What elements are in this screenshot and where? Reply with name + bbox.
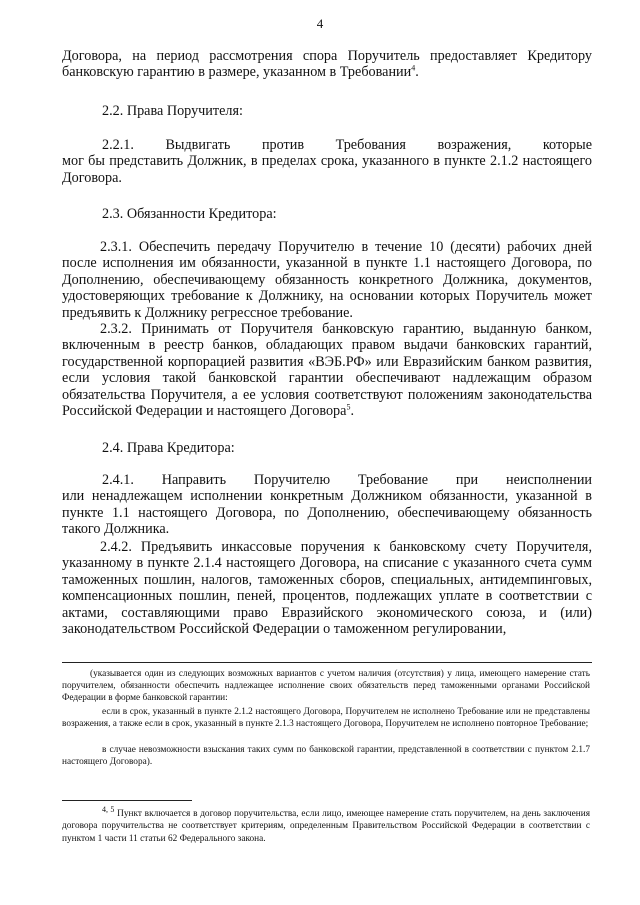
page-number: 4 (316, 16, 324, 31)
footnote-ref-5: 5 (346, 402, 351, 412)
heading-2-4: 2.4. Права Кредитора: (102, 440, 235, 456)
paragraph-intro: Договора, на период рассмотрения спора Поручитель предоставляет Кредитору банковскую гарантию в размере, указанном в Требовании$^4$. (62, 48, 592, 81)
footnote-marker-4-5: 4, 5 (102, 804, 115, 814)
paragraph-2-3-1: 2.3.1. Обеспечить передачу Поручителю в течение 10 (десяти) рабочих дней после исполнения им обязанности, указанной в пункте 1.1 настоящего Договора, по Дополнению, обеспечивающему обязанность конкретного Должника, документов, удостоверяющих требование к Должнику, на основании которых Поручитель может предъявить к Должнику регрессное требование. (62, 239, 592, 321)
footnotes-separator (62, 800, 192, 801)
paragraph-2-4-2: 2.4.2. Предъявить инкассовые поручения к банковскому счету Поручителя, указанному в пункте 2.1.4 настоящего Договора, на списание с указанного счета сумм таможенных пошлин, налогов, таможенных сборов, специальных, антидемпинговых, компенсационных пошлин, пеней, процентов, подлежащих уплате в соответствии с актами, составляющими право Евразийского экономического союза, и (или) законодательством Российской Федерации о таможенном регулировании, (62, 539, 592, 638)
paragraph-2-4-1-line1: 2.4.1. Направить Поручителю Требование при неисполнении (102, 472, 592, 488)
heading-2-2: 2.2. Права Поручителя: (102, 103, 243, 119)
paragraph-2-2-1-line1: 2.2.1. Выдвигать против Требования возражения, которые (102, 137, 592, 153)
footnote-variant-1: если в срок, указанный в пункте 2.1.2 настоящего Договора, Поручителем не исполнено Требование или не представлены возражения, а также если в срок, указанный в пункте 2.1.3 настоящего Договора, Поручителем не исполнено повторное Требование; (62, 707, 590, 729)
footnote-separator (62, 662, 592, 663)
paragraph-2-3-2: 2.3.2. Принимать от Поручителя банковскую гарантию, выданную банком, включенным в реестр банков, обладающих правом выдачи банковских гарантий, государственной корпорацией развития «ВЭБ.РФ» или Евразийским банком развития, если условия такой банковской гарантии обеспечивают надлежащим образом обязательства Поручителя, а ее условия соответствуют положениям законодательства Российской Федерации и настоящего Договора$^5$. (62, 321, 592, 420)
footnote-4-5: $^{4, 5}$ Пункт включается в договор поручительства, если лицо, имеющее намерение стать поручителем, на день заключения договора поручительства не соответствует критериям, определенным Правительством Российской Федерации в соответствии с пунктом 1 части 11 статьи 62 Федерального закона. (62, 804, 591, 844)
paragraph-2-2-1: мог бы представить Должник, в пределах срока, указанного в пункте 2.1.2 настоящего Договора. (62, 153, 592, 186)
heading-2-3: 2.3. Обязанности Кредитора: (102, 206, 277, 222)
footnote-variant-2: в случае невозможности взыскания таких сумм по банковской гарантии, представленной в соответствии с пунктом 2.1.7 настоящего Договора). (62, 745, 590, 767)
paragraph-2-4-1: или ненадлежащем исполнении конкретным Должником обязанности, указанной в пункте 1.1 настоящего Договора, по Дополнению, обеспечивающему обязанность такого Должника. (62, 488, 592, 538)
footnote-variants-intro: (указывается один из следующих возможных вариантов с учетом наличия (отсутствия) у лица, имеющего намерение стать поручителем, обязанности обеспечить надлежащее исполнение своих обязательств перед таможенными органами Российской Федерации в форме банковской гарантии: (62, 669, 590, 703)
footnote-ref-4: 4 (411, 63, 416, 73)
